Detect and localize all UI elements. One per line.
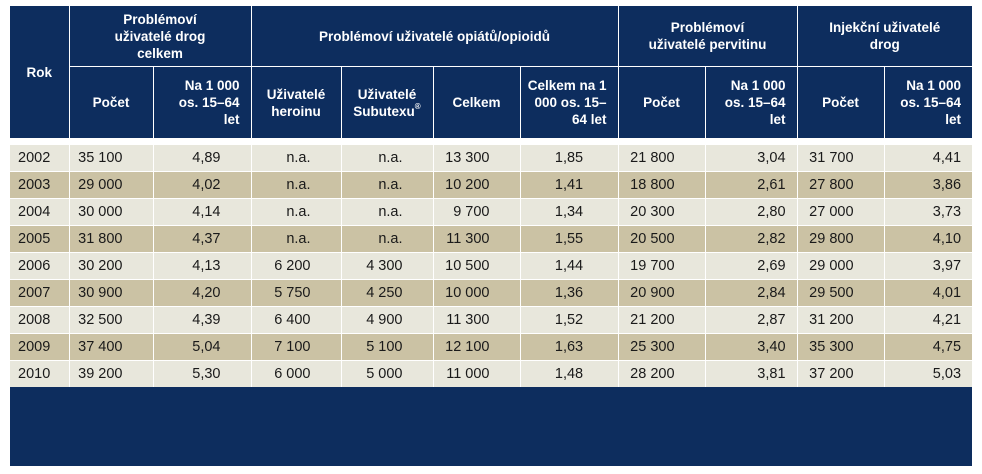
cell-celkem1000-opiaty: 1,41 — [520, 172, 618, 199]
table-frame — [10, 6, 972, 466]
cell-celkem1000-opiaty: 1,52 — [520, 307, 618, 334]
cell-na1000-celkem: 4,14 — [153, 199, 251, 226]
cell-year: 2003 — [10, 172, 69, 199]
header-group-pervitin-label: Problémoví uživatelé pervitinu — [648, 20, 767, 52]
table-row — [10, 253, 972, 280]
cell-na1000-celkem: 4,02 — [153, 172, 251, 199]
cell-pocet-injekcni: 27 800 — [797, 172, 884, 199]
header-pocet-celkem: Počet — [69, 67, 153, 139]
cell-na1000-pervitin: 3,04 — [705, 145, 797, 172]
header-group-pervitin — [618, 6, 797, 67]
cell-celkem-opiaty: 11 300 — [433, 226, 520, 253]
cell-pocet-celkem: 30 900 — [69, 280, 153, 307]
header-na1000-celkem-label: Na 1 000 os. 15–64 let — [178, 78, 240, 127]
cell-celkem1000-opiaty: 1,48 — [520, 361, 618, 388]
cell-na1000-pervitin: 2,87 — [705, 307, 797, 334]
header-subutex-label: Uživatelé Subutexu — [353, 86, 417, 119]
table-row — [10, 199, 972, 226]
cell-na1000-celkem: 4,89 — [153, 145, 251, 172]
cell-pocet-celkem: 39 200 — [69, 361, 153, 388]
cell-celkem1000-opiaty: 1,44 — [520, 253, 618, 280]
cell-celkem1000-opiaty: 1,34 — [520, 199, 618, 226]
table-row — [10, 226, 972, 253]
cell-na1000-celkem: 5,04 — [153, 334, 251, 361]
cell-pocet-injekcni: 35 300 — [797, 334, 884, 361]
header-na1000-injekcni-label: Na 1 000 os. 15–64 let — [900, 78, 962, 127]
cell-celkem-opiaty: 11 000 — [433, 361, 520, 388]
table-row — [10, 334, 972, 361]
cell-pocet-celkem: 30 000 — [69, 199, 153, 226]
cell-pocet-injekcni: 27 000 — [797, 199, 884, 226]
cell-heroin: n.a. — [251, 199, 341, 226]
cell-pocet-injekcni: 37 200 — [797, 361, 884, 388]
cell-celkem1000-opiaty: 1,85 — [520, 145, 618, 172]
header-subutex — [341, 67, 433, 139]
cell-year: 2007 — [10, 280, 69, 307]
cell-pocet-pervitin: 20 500 — [618, 226, 705, 253]
header-pocet-pervitin: Počet — [618, 67, 705, 139]
cell-na1000-celkem: 4,37 — [153, 226, 251, 253]
table-body — [10, 145, 972, 388]
cell-na1000-pervitin: 3,81 — [705, 361, 797, 388]
cell-year: 2008 — [10, 307, 69, 334]
header-celkem-opiaty: Celkem — [433, 67, 520, 139]
cell-subutex: 4 300 — [341, 253, 433, 280]
cell-heroin: 5 750 — [251, 280, 341, 307]
cell-year: 2004 — [10, 199, 69, 226]
cell-na1000-pervitin: 2,82 — [705, 226, 797, 253]
cell-pocet-pervitin: 25 300 — [618, 334, 705, 361]
cell-subutex: 5 000 — [341, 361, 433, 388]
header-na1000-celkem — [153, 67, 251, 139]
cell-celkem-opiaty: 10 200 — [433, 172, 520, 199]
table-row — [10, 280, 972, 307]
cell-na1000-celkem: 4,39 — [153, 307, 251, 334]
cell-pocet-pervitin: 21 800 — [618, 145, 705, 172]
cell-na1000-injekcni: 4,01 — [884, 280, 972, 307]
cell-subutex: n.a. — [341, 172, 433, 199]
cell-na1000-pervitin: 2,84 — [705, 280, 797, 307]
cell-pocet-pervitin: 19 700 — [618, 253, 705, 280]
cell-celkem-opiaty: 10 500 — [433, 253, 520, 280]
cell-pocet-injekcni: 29 500 — [797, 280, 884, 307]
header-celkem1000-opiaty — [520, 67, 618, 139]
header-rok: Rok — [26, 64, 52, 80]
cell-pocet-pervitin: 21 200 — [618, 307, 705, 334]
cell-pocet-celkem: 31 800 — [69, 226, 153, 253]
cell-pocet-pervitin: 20 900 — [618, 280, 705, 307]
cell-na1000-injekcni: 4,75 — [884, 334, 972, 361]
header-pocet-injekcni: Počet — [797, 67, 884, 139]
header-group-injekcni-label: Injekční uživatelé drog — [829, 20, 941, 52]
header-heroin-label: Uživatelé heroinu — [266, 86, 326, 119]
cell-heroin: 6 400 — [251, 307, 341, 334]
cell-subutex: 4 900 — [341, 307, 433, 334]
cell-pocet-celkem: 32 500 — [69, 307, 153, 334]
cell-heroin: n.a. — [251, 226, 341, 253]
registered-mark: ® — [414, 101, 421, 111]
cell-na1000-injekcni: 3,86 — [884, 172, 972, 199]
header-group-celkem-label: Problémoví uživatelé drog celkem — [114, 11, 206, 61]
cell-na1000-injekcni: 4,10 — [884, 226, 972, 253]
table-row — [10, 361, 972, 388]
cell-subutex: 4 250 — [341, 280, 433, 307]
table-row — [10, 307, 972, 334]
cell-pocet-celkem: 37 400 — [69, 334, 153, 361]
header-group-opiaty: Problémoví uživatelé opiátů/opioidů — [251, 6, 618, 67]
cell-na1000-injekcni: 4,21 — [884, 307, 972, 334]
cell-na1000-injekcni: 4,41 — [884, 145, 972, 172]
cell-na1000-pervitin: 3,40 — [705, 334, 797, 361]
header-na1000-pervitin — [705, 67, 797, 139]
cell-celkem1000-opiaty: 1,36 — [520, 280, 618, 307]
cell-year: 2005 — [10, 226, 69, 253]
header-heroin — [251, 67, 341, 139]
cell-pocet-pervitin: 18 800 — [618, 172, 705, 199]
cell-na1000-pervitin: 2,80 — [705, 199, 797, 226]
cell-pocet-pervitin: 20 300 — [618, 199, 705, 226]
cell-heroin: n.a. — [251, 145, 341, 172]
cell-na1000-pervitin: 2,69 — [705, 253, 797, 280]
cell-year: 2010 — [10, 361, 69, 388]
cell-pocet-celkem: 30 200 — [69, 253, 153, 280]
cell-celkem1000-opiaty: 1,63 — [520, 334, 618, 361]
table-row — [10, 145, 972, 172]
cell-year: 2006 — [10, 253, 69, 280]
header-group-celkem — [69, 6, 251, 67]
header-group-injekcni — [797, 6, 972, 67]
cell-celkem-opiaty: 13 300 — [433, 145, 520, 172]
cell-celkem-opiaty: 9 700 — [433, 199, 520, 226]
header-na1000-pervitin-label: Na 1 000 os. 15–64 let — [724, 78, 786, 127]
cell-year: 2009 — [10, 334, 69, 361]
cell-subutex: 5 100 — [341, 334, 433, 361]
cell-subutex: n.a. — [341, 199, 433, 226]
cell-pocet-injekcni: 31 700 — [797, 145, 884, 172]
cell-na1000-celkem: 4,13 — [153, 253, 251, 280]
cell-pocet-pervitin: 28 200 — [618, 361, 705, 388]
cell-celkem-opiaty: 10 000 — [433, 280, 520, 307]
cell-pocet-injekcni: 29 000 — [797, 253, 884, 280]
table-row — [10, 172, 972, 199]
header-na1000-injekcni — [884, 67, 972, 139]
cell-na1000-celkem: 5,30 — [153, 361, 251, 388]
cell-celkem-opiaty: 12 100 — [433, 334, 520, 361]
cell-pocet-celkem: 35 100 — [69, 145, 153, 172]
cell-heroin: 6 200 — [251, 253, 341, 280]
cell-na1000-pervitin: 2,61 — [705, 172, 797, 199]
cell-subutex: n.a. — [341, 226, 433, 253]
cell-pocet-injekcni: 31 200 — [797, 307, 884, 334]
cell-heroin: 6 000 — [251, 361, 341, 388]
cell-na1000-injekcni: 3,73 — [884, 199, 972, 226]
cell-pocet-celkem: 29 000 — [69, 172, 153, 199]
cell-heroin: 7 100 — [251, 334, 341, 361]
cell-celkem-opiaty: 11 300 — [433, 307, 520, 334]
cell-na1000-celkem: 4,20 — [153, 280, 251, 307]
cell-na1000-injekcni: 3,97 — [884, 253, 972, 280]
header-celkem1000-label: Celkem na 1 000 os. 15–64 let — [527, 78, 607, 127]
cell-celkem1000-opiaty: 1,55 — [520, 226, 618, 253]
cell-na1000-injekcni: 5,03 — [884, 361, 972, 388]
data-table — [10, 6, 972, 387]
cell-year: 2002 — [10, 145, 69, 172]
cell-pocet-injekcni: 29 800 — [797, 226, 884, 253]
header-subutex-wrap — [350, 86, 424, 120]
cell-heroin: n.a. — [251, 172, 341, 199]
cell-subutex: n.a. — [341, 145, 433, 172]
